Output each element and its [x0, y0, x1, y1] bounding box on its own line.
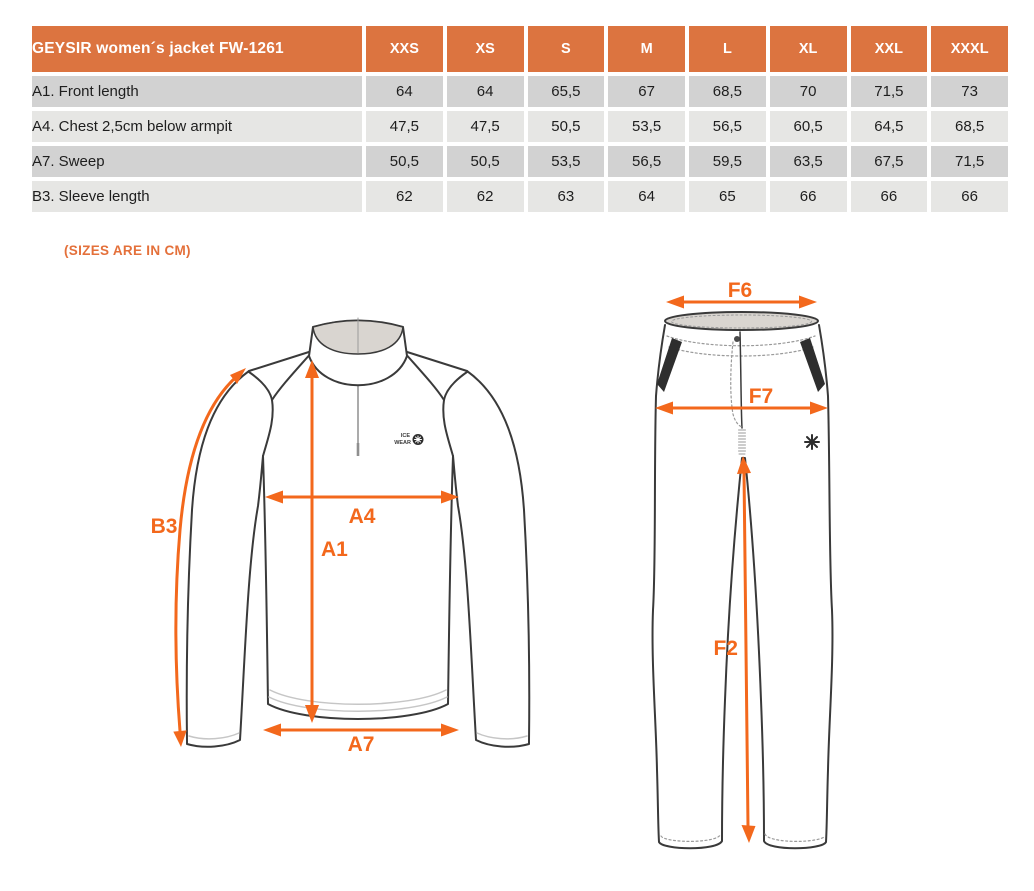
f2-label: F2: [713, 637, 738, 660]
measurement-value: 50,5: [366, 146, 443, 177]
jacket-diagram: [128, 300, 606, 782]
table-row: [32, 76, 1008, 107]
measurement-value: 47,5: [366, 111, 443, 142]
measurement-value: 47,5: [447, 111, 524, 142]
measurement-value: 64,5: [851, 111, 928, 142]
table-row: [32, 111, 1008, 142]
logo-text: WEAR: [394, 440, 411, 446]
icewear-logo: [394, 433, 423, 446]
measurement-value: 56,5: [608, 146, 685, 177]
measurement-value: 66: [851, 181, 928, 212]
a4-arrow: [265, 491, 459, 504]
shoulder-seam: [404, 351, 467, 371]
f7-label: F7: [748, 385, 774, 408]
size-column-header: XXL: [851, 26, 928, 72]
a1-label: A1: [321, 538, 348, 561]
measurement-value: 60,5: [770, 111, 847, 142]
measurement-value: 73: [931, 76, 1008, 107]
size-column-header: S: [528, 26, 605, 72]
cuff-stitch: [189, 733, 239, 739]
measurement-value: 71,5: [851, 76, 928, 107]
measurement-value: 62: [366, 181, 443, 212]
jacket-outline: [187, 318, 530, 747]
measurement-value: 50,5: [447, 146, 524, 177]
raglan-seam: [443, 372, 467, 456]
size-column-header: L: [689, 26, 766, 72]
product-title-text: GEYSIR women´s jacket FW-1261: [32, 40, 284, 57]
raglan-seam: [249, 372, 273, 456]
pants-outline: [653, 312, 833, 848]
b3-label: B3: [150, 515, 178, 538]
cuff-stitch: [477, 733, 527, 739]
measurement-label: A7. Sweep: [32, 146, 362, 177]
center-front-seam: [740, 332, 742, 428]
size-table-header-row: [32, 26, 1008, 72]
measurement-value: 67,5: [851, 146, 928, 177]
measurement-label: A1. Front length: [32, 76, 362, 107]
measurement-value: 64: [447, 76, 524, 107]
size-table: [28, 22, 1012, 216]
jacket-body: [263, 456, 453, 719]
measurement-value: 53,5: [608, 111, 685, 142]
f2-arrow: [737, 456, 756, 843]
jacket-left-sleeve: [187, 371, 263, 747]
measurement-value: 62: [447, 181, 524, 212]
measurement-value: 50,5: [528, 111, 605, 142]
hem-stitch: [270, 690, 446, 704]
measurement-value: 59,5: [689, 146, 766, 177]
measurement-value: 63,5: [770, 146, 847, 177]
a1-arrow: [305, 360, 319, 723]
measurement-label: A4. Chest 2,5cm below armpit: [32, 111, 362, 142]
pants-silhouette: [653, 325, 833, 848]
shoulder-seam: [249, 351, 312, 371]
yoke-seam: [404, 352, 444, 400]
logo-text: ICE: [400, 433, 410, 439]
measurement-value: 68,5: [689, 76, 766, 107]
size-column-header: XS: [447, 26, 524, 72]
crotch-stitch: [739, 430, 746, 454]
zipper-pull: [357, 443, 360, 456]
jacket-right-sleeve: [453, 371, 529, 747]
measurement-value: 66: [770, 181, 847, 212]
table-row: [32, 146, 1008, 177]
measurement-value: 67: [608, 76, 685, 107]
size-column-header: M: [608, 26, 685, 72]
measurement-value: 63: [528, 181, 605, 212]
snowflake-icon: [805, 435, 819, 449]
pants-diagram: [630, 276, 890, 876]
measurement-value: 70: [770, 76, 847, 107]
measurement-value: 56,5: [689, 111, 766, 142]
hem-stitch: [661, 834, 721, 841]
jacket-measure-arrows: [173, 360, 459, 747]
hem-stitch: [765, 834, 825, 841]
measurement-value: 53,5: [528, 146, 605, 177]
measurement-value: 71,5: [931, 146, 1008, 177]
measurement-value: 65: [689, 181, 766, 212]
waist-button: [734, 336, 740, 342]
measurement-label: B3. Sleeve length: [32, 181, 362, 212]
measurement-value: 66: [931, 181, 1008, 212]
size-column-header: XL: [770, 26, 847, 72]
product-title: [32, 26, 362, 72]
table-row: [32, 181, 1008, 212]
a7-label: A7: [347, 733, 375, 756]
size-column-header: XXS: [366, 26, 443, 72]
measurement-value: 68,5: [931, 111, 1008, 142]
measurement-value: 64: [366, 76, 443, 107]
measurement-value: 64: [608, 181, 685, 212]
right-pocket: [800, 338, 825, 392]
size-column-header: XXXL: [931, 26, 1008, 72]
measurement-value: 65,5: [528, 76, 605, 107]
units-note: (SIZES ARE IN CM): [64, 243, 191, 258]
a4-label: A4: [348, 505, 376, 528]
f6-label: F6: [727, 279, 753, 302]
